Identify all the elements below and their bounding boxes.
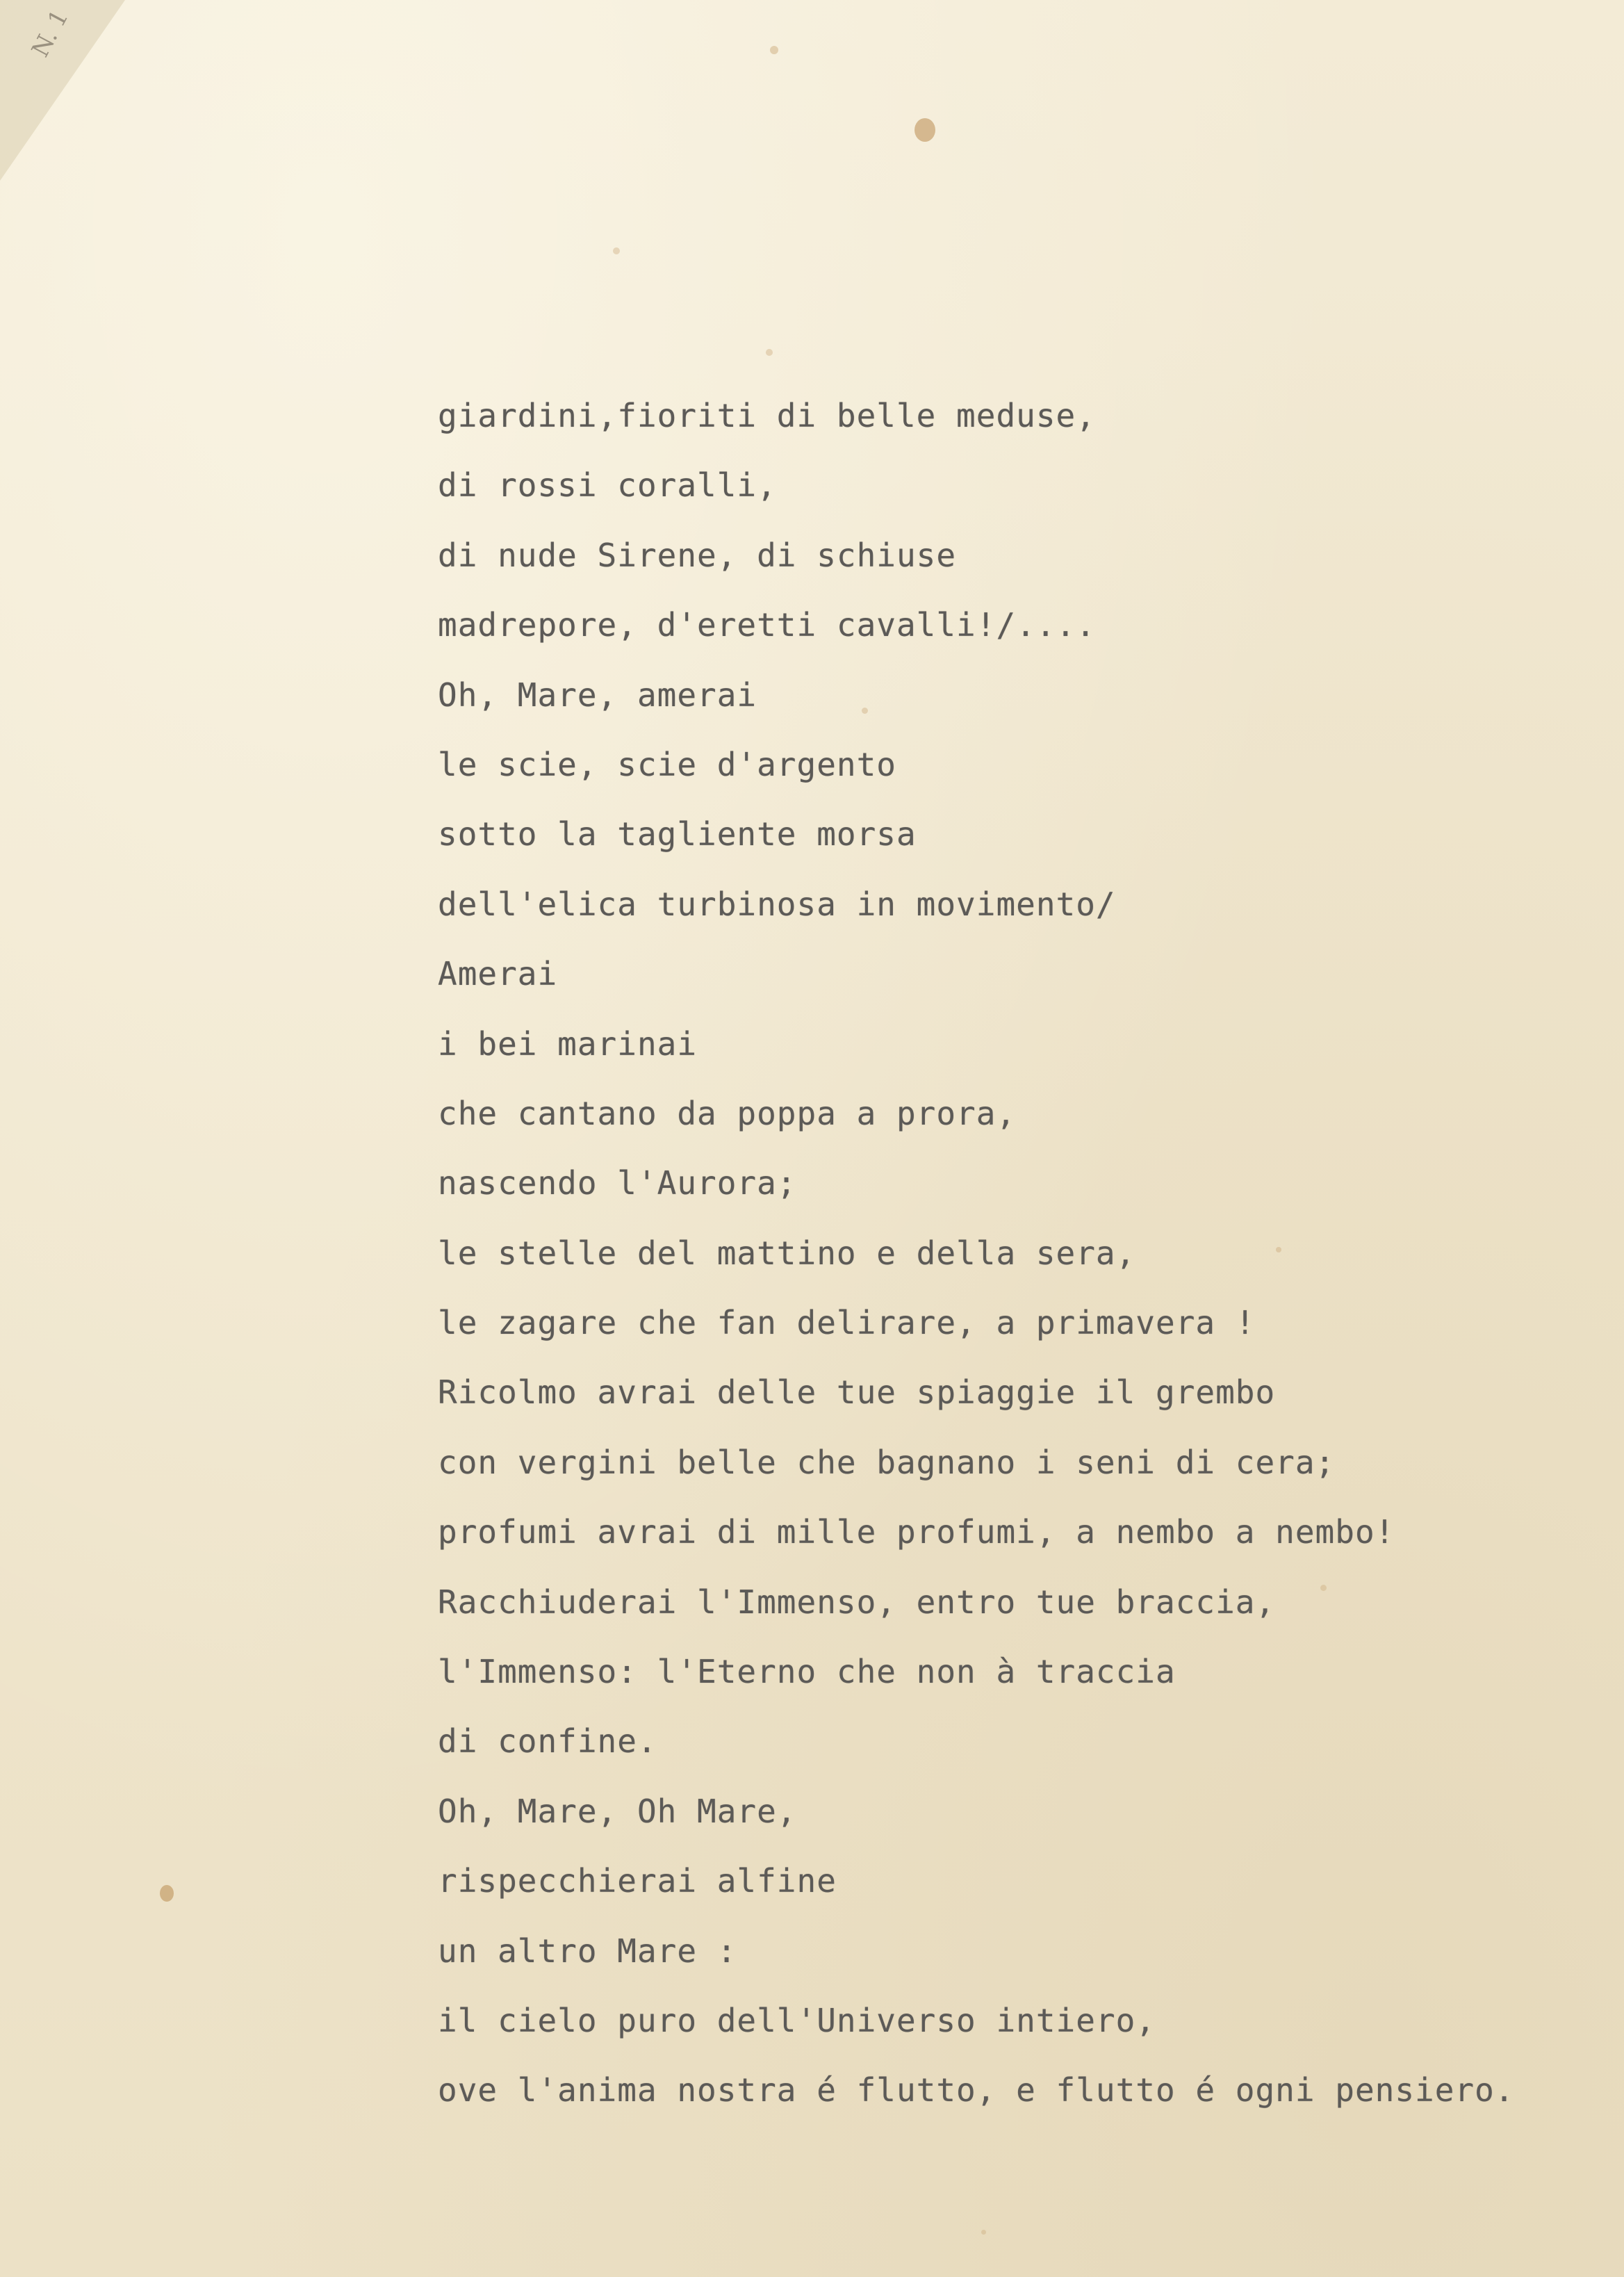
paper-stain: [613, 247, 620, 254]
poem-line: che cantano da poppa a prora,: [438, 1094, 1017, 1132]
paper-stain: [914, 118, 935, 142]
corner-annotation: N. 1: [26, 5, 74, 62]
poem-line: profumi avrai di mille profumi, a nembo a nembo!: [438, 1513, 1395, 1551]
poem-line: l'Immenso: l'Eterno che non à traccia: [438, 1653, 1176, 1691]
poem-line: ove l'anima nostra é flutto, e flutto é ogni pensiero.: [438, 2071, 1515, 2109]
paper-stain: [770, 46, 778, 54]
poem-line: le zagare che fan delirare, a primavera !: [438, 1304, 1256, 1342]
poem-line: giardini,fioriti di belle meduse,: [438, 397, 1096, 434]
poem-line: le scie, scie d'argento: [438, 745, 896, 783]
poem-line: di rossi coralli,: [438, 466, 777, 505]
poem-line: Racchiuderai l'Immenso, entro tue braccia,: [438, 1583, 1276, 1621]
poem-line: il cielo puro dell'Universo intiero,: [438, 2001, 1156, 2039]
poem-line: Ricolmo avrai delle tue spiaggie il grembo: [438, 1373, 1276, 1412]
poem-line: le stelle del mattino e della sera,: [438, 1234, 1136, 1272]
poem-line: i bei marinai: [438, 1025, 698, 1063]
poem-text: [438, 381, 1515, 2125]
poem-line: madrepore, d'eretti cavalli!/....: [438, 606, 1096, 644]
paper-stain: [766, 349, 773, 356]
poem-line: nascendo l'Aurora;: [438, 1164, 797, 1202]
poem-line: con vergini belle che bagnano i seni di cera;: [438, 1443, 1336, 1481]
poem-line: dell'elica turbinosa in movimento/: [438, 885, 1116, 923]
poem-line: di confine.: [438, 1722, 657, 1761]
poem-line: Oh, Mare, amerai: [438, 676, 757, 714]
poem-line: Amerai: [438, 955, 558, 993]
poem-line: sotto la tagliente morsa: [438, 815, 917, 854]
paper-stain: [160, 1885, 174, 1902]
poem-line: un altro Mare :: [438, 1932, 737, 1970]
poem-line: rispecchierai alfine: [438, 1862, 837, 1900]
poem-line: di nude Sirene, di schiuse: [438, 536, 957, 574]
poem-line: Oh, Mare, Oh Mare,: [438, 1792, 797, 1830]
paper-stain: [981, 2230, 986, 2235]
